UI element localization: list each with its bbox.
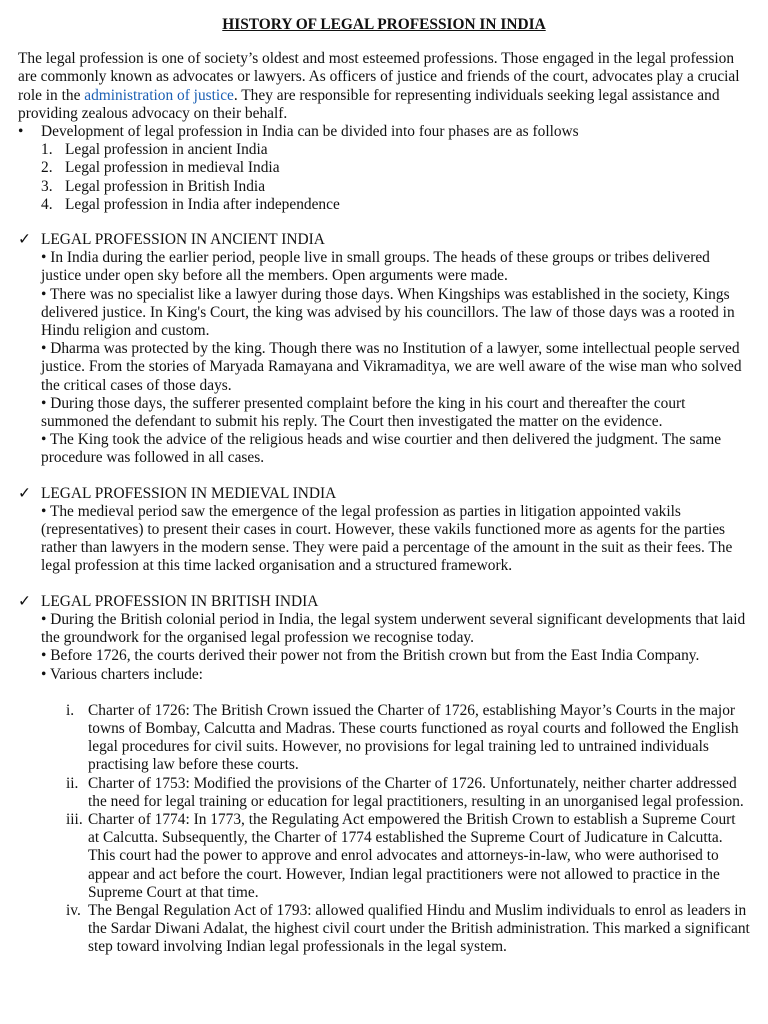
charter-item xyxy=(18,902,750,957)
phases-list xyxy=(18,141,750,214)
list-item xyxy=(18,196,750,214)
ancient-heading-row xyxy=(18,231,750,249)
ancient-point: • During those days, the sufferer presented complaint before the king in his court and thereafter the court summoned the defendant to submit his reply. The Court then investigated the matter on the evidence. xyxy=(41,394,686,431)
charter-number: iv. xyxy=(66,901,81,919)
british-point: • During the British colonial period in India, the legal system underwent several significant developments that laid the groundwork for the organised legal profession we recognise today. xyxy=(41,610,746,647)
list-item-text: Legal profession in India after independence xyxy=(65,195,340,213)
list-item xyxy=(18,141,750,159)
ancient-point: • There was no specialist like a lawyer during those days. When Kingships was established in the society, Kings delivered justice. In King's Court, the king was advised by his councillors. The law of those days was a rooted in Hindu religion and custom. xyxy=(41,285,735,340)
list-item-number: 2. xyxy=(41,159,53,177)
intro-paragraph xyxy=(18,50,750,123)
document-title: HISTORY OF LEGAL PROFESSION IN INDIA xyxy=(222,16,546,33)
list-item xyxy=(18,178,750,196)
intro-text-before-link: The legal profession is one of society’s oldest and most esteemed professions. Those engaged in the legal profession are commonly known as advocates or lawyers. As officers of justice and friends of the court, advocates play a crucial role in the xyxy=(18,50,740,104)
administration-of-justice-link[interactable]: administration of justice xyxy=(84,86,234,104)
list-item-text: Legal profession in medieval India xyxy=(65,159,280,177)
charter-number: iii. xyxy=(66,810,83,828)
charter-number: ii. xyxy=(66,774,79,792)
charter-item xyxy=(18,775,750,811)
charter-number: i. xyxy=(66,701,75,719)
spacer xyxy=(18,684,750,702)
bullet-icon: • xyxy=(18,123,24,141)
british-body xyxy=(41,611,750,684)
checkmark-icon: ✓ xyxy=(18,484,31,502)
ancient-point: • Dharma was protected by the king. Though there was no Institution of a lawyer, some intellectual people served justice. From the stories of Maryada Ramayana and Vikramaditya, we are well aware of the wise man who solved the critical cases of those days. xyxy=(41,340,742,394)
medieval-heading: LEGAL PROFESSION IN MEDIEVAL INDIA xyxy=(41,484,337,502)
british-point: • Various charters include: xyxy=(41,665,203,683)
charter-item xyxy=(18,811,750,902)
charter-text: Charter of 1753: Modified the provisions of the Charter of 1726. Unfortunately, neither charter addressed the need for legal training or education for legal practitioners, resulting in an unorganised legal profession. xyxy=(88,774,744,810)
british-point: • Before 1726, the courts derived their power not from the British crown but from the East India Company. xyxy=(41,647,700,665)
british-heading-row xyxy=(18,593,750,611)
charter-item xyxy=(18,702,750,775)
list-item-text: Legal profession in ancient India xyxy=(65,141,268,159)
ancient-body xyxy=(41,249,750,467)
ancient-point: • In India during the earlier period, people live in small groups. The heads of these groups or tribes delivered justice under open sky before all the members. Open arguments were made. xyxy=(41,249,710,285)
british-section xyxy=(18,593,750,957)
list-item-number: 4. xyxy=(41,195,53,213)
charter-text: Charter of 1726: The British Crown issued the Charter of 1726, establishing Mayor’s Courts in the major towns of Bombay, Calcutta and Madras. These courts functioned as royal courts and followed the English legal procedures for civil suits. However, no provisions for legal training led to untrained individuals practising law before these courts. xyxy=(88,701,739,774)
checkmark-icon: ✓ xyxy=(18,231,31,249)
list-item-text: Legal profession in British India xyxy=(65,177,266,195)
ancient-point: • The King took the advice of the religious heads and wise courtier and then delivered the judgment. The same procedure was followed in all cases. xyxy=(41,431,722,467)
ancient-heading: LEGAL PROFESSION IN ANCIENT INDIA xyxy=(41,231,325,249)
ancient-section xyxy=(18,231,750,468)
phases-lead-text: Development of legal profession in India can be divided into four phases are as follows xyxy=(41,123,579,141)
charters-list xyxy=(18,702,750,957)
medieval-section xyxy=(18,485,750,576)
list-item-number: 1. xyxy=(41,141,53,159)
list-item-number: 3. xyxy=(41,177,53,195)
charter-text: The Bengal Regulation Act of 1793: allowed qualified Hindu and Muslim individuals to enrol as leaders in the Sardar Diwani Adalat, the highest civil court under the British administration. This marked a significant step toward involving Indian legal professionals in the legal system. xyxy=(88,901,750,956)
medieval-point: • The medieval period saw the emergence of the legal profession as parties in litigation appointed vakils (representatives) to present their cases in court. However, these vakils functioned more as agents for the parties rather than lawyers in the modern sense. They were paid a percentage of the amount in the suit as their fees. The legal profession at this time lacked organisation and a structured framework. xyxy=(41,502,733,575)
medieval-body xyxy=(41,503,750,576)
charter-text: Charter of 1774: In 1773, the Regulating Act empowered the British Crown to establish a Supreme Court at Calcutta. Subsequently, the Charter of 1774 established the Supreme Court of Judicature in Calcutta. This court had the power to approve and enrol advocates and attorneys-in-law, who were authorised to appear and act before the court. However, Indian legal practitioners were not allowed to practice in the Supreme Court at that time. xyxy=(88,810,736,901)
british-heading: LEGAL PROFESSION IN BRITISH INDIA xyxy=(41,592,319,610)
medieval-heading-row xyxy=(18,485,750,503)
phases-bullet-item xyxy=(18,123,750,141)
checkmark-icon: ✓ xyxy=(18,592,31,610)
intro-text-after-link: . They are responsible for representing individuals seeking legal assistance and providing zealous advocacy on their behalf. xyxy=(18,86,720,122)
list-item xyxy=(18,159,750,177)
